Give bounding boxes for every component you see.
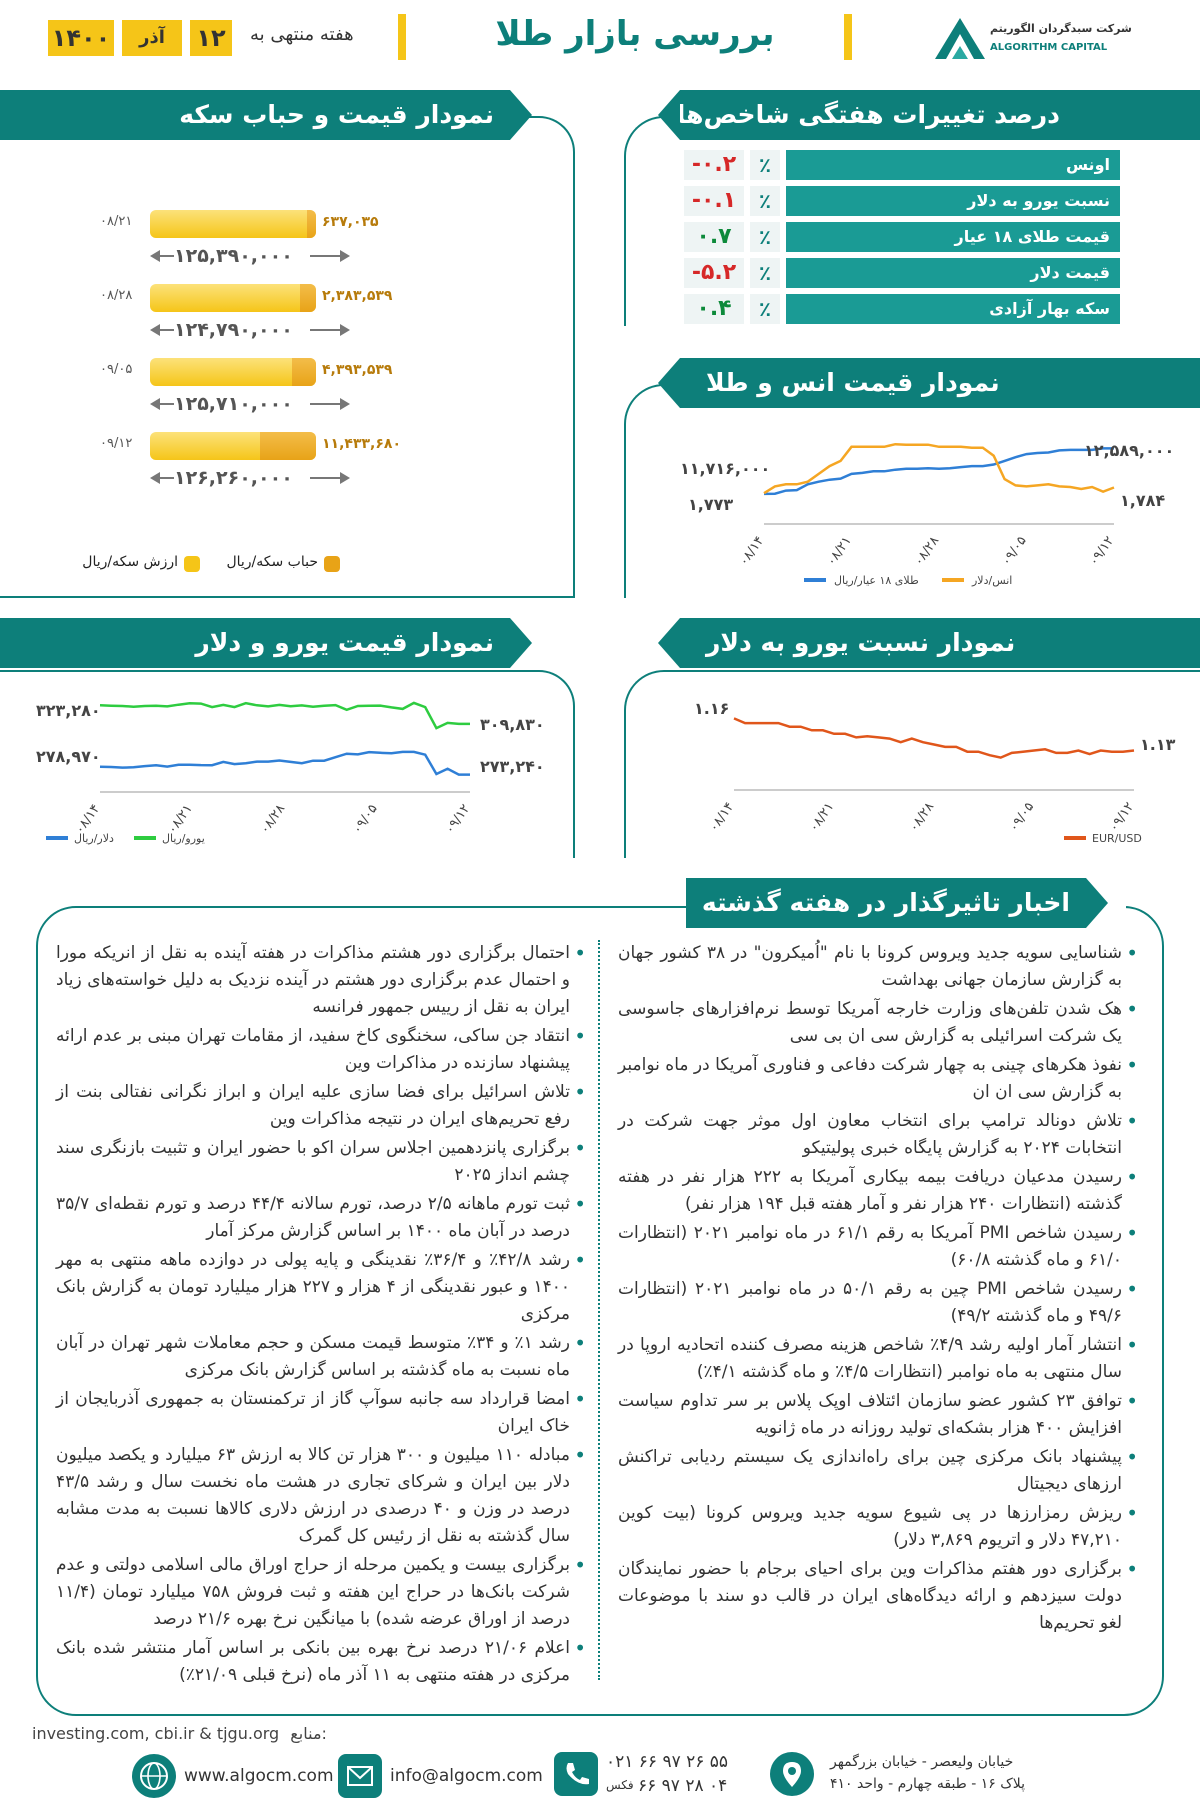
eurusd-right-value: ۱.۱۳ xyxy=(1140,735,1176,754)
arrow-left-icon xyxy=(150,472,160,484)
x-tick-label: ۰۸/۲۱ xyxy=(806,799,838,835)
news-item: • تلاش اسرائیل برای فضا سازی علیه ایران و ابراز نگرانی نفتالی بنت از رفع تحریم‌های ایران در نتیجه مذاکرات وین xyxy=(56,1079,586,1133)
x-tick-label: ۰۹/۱۲ xyxy=(442,801,474,837)
coin-bubble-bar xyxy=(307,210,316,238)
euro-left-top: ۳۲۳,۲۸۰ xyxy=(36,701,101,720)
mail-icon xyxy=(338,1754,382,1798)
arrow-right-icon xyxy=(340,250,350,262)
legend-ounce-swatch xyxy=(942,578,964,582)
index-row xyxy=(684,220,1120,254)
globe-icon xyxy=(132,1754,176,1798)
index-label: سکه بهار آزادی xyxy=(786,294,1120,324)
news-item: • برگزاری دور هفتم مذاکرات وین برای احیای برجام با حضور نمایندگان دولت سیزدهم و ارائه دیدگاه‌های ایران در قالب دو سند با موضوعات لغو تحریم‌ها xyxy=(618,1556,1138,1637)
fax-label: فکس xyxy=(606,1778,634,1792)
x-tick-label: ۰۸/۲۸ xyxy=(911,533,943,569)
coin-price-line-left xyxy=(160,403,174,405)
coin-row xyxy=(100,430,440,490)
x-tick-label: ۰۸/۱۴ xyxy=(72,801,104,837)
eurusd-title: نمودار نسبت یورو به دلار xyxy=(680,618,1200,668)
coin-date: ۰۸/۲۸ xyxy=(100,288,133,303)
euro-right-bottom: ۲۷۳,۲۴۰ xyxy=(480,757,545,776)
index-value: ۰.۴ xyxy=(684,294,744,324)
email-block[interactable] xyxy=(338,1754,558,1798)
news-item: • پیشنهاد بانک مرکزی چین برای راه‌اندازی یک سیستم ردیابی تراکنش ارزهای دیجیتال xyxy=(618,1444,1138,1498)
coin-row xyxy=(100,282,440,342)
address-line-2: پلاک ۱۶ - طبقه چهارم - واحد ۴۱۰ xyxy=(830,1776,1026,1792)
x-tick-label: ۰۹/۰۵ xyxy=(998,533,1030,569)
logo-mark-icon xyxy=(930,14,990,64)
page-title: بررسی بازار طلا xyxy=(495,14,775,54)
news-item: • تلاش دونالد ترامپ برای انتخاب معاون اول موثر جهت شرکت در انتخابات ۲۰۲۴ به گزارش پایگاه خبری پولیتیکو xyxy=(618,1108,1138,1162)
phone-block xyxy=(554,1748,774,1802)
x-tick-label: ۰۸/۱۴ xyxy=(736,533,768,569)
week-month: آذر xyxy=(122,20,182,56)
percent-sign: ٪ xyxy=(750,258,780,288)
legend-ounce-label: انس/دلار xyxy=(972,574,1013,587)
euro-dollar-chart xyxy=(20,690,580,850)
coin-legend xyxy=(50,552,340,576)
news-item: • برگزاری بیست و یکمین مرحله از حراج اوراق مالی اسلامی دولتی و عدم شرکت بانک‌ها در حراج این هفته و ثبت فروش ۷۵۸ میلیارد تومان (۱۱/۴ درصد از اوراق عرضه شده) با میانگین نرخ بهره ۲۱/۶ درصد xyxy=(56,1552,586,1633)
x-tick-label: ۰۸/۲۸ xyxy=(906,799,938,835)
coin-bubble-bar xyxy=(260,432,316,460)
euro-line xyxy=(100,703,470,728)
index-label: اونس xyxy=(786,150,1120,180)
coin-value-bar xyxy=(150,210,316,238)
news-item: • هک شدن تلفن‌های وزارت خارجه آمریکا توسط نرم‌افزارهای جاسوسی یک شرکت اسرائیلی به گزارش سی ان بی سی xyxy=(618,996,1138,1050)
dollar-line xyxy=(100,752,470,775)
coin-value-bar xyxy=(150,284,316,312)
index-changes-title: درصد تغییرات هفتگی شاخص‌ها xyxy=(680,90,1080,140)
ounce-right-bottom: ۱,۷۸۴ xyxy=(1120,491,1166,510)
company-logo xyxy=(930,14,1132,66)
index-row xyxy=(684,148,1120,182)
ounce-gold-head-arrow xyxy=(658,358,680,408)
news-item: • رشد ۴۲/۸٪ و ۳۶/۴٪ نقدینگی و پایه پولی در دوازده ماهه منتهی به مهر ۱۴۰۰ و عبور نقدینگی از ۴ هزار و ۲۲۷ هزار میلیارد تومان به گزارش بانک مرکزی xyxy=(56,1247,586,1328)
coin-price-line-left xyxy=(160,255,174,257)
index-value: -۰.۲ xyxy=(684,150,744,180)
euro-right-top: ۳۰۹,۸۳۰ xyxy=(480,715,545,734)
eurusd-chart xyxy=(680,680,1200,850)
arrow-left-icon xyxy=(150,398,160,410)
news-item: • رسیدن شاخص PMI آمریکا به رقم ۶۱/۱ در ماه نوامبر ۲۰۲۱ (انتظارات ۶۱/۰ و ماه گذشته ۶۰/۸) xyxy=(618,1220,1138,1274)
news-item: • انتقاد جن ساکی، سخنگوی کاخ سفید، از مقامات تهران مبنی بر عدم ارائه پیشنهاد سازنده در مذاکرات وین xyxy=(56,1023,586,1077)
x-tick-label: ۰۸/۲۱ xyxy=(164,801,196,837)
index-row xyxy=(684,292,1120,326)
website-link[interactable]: www.algocm.com xyxy=(184,1766,334,1786)
percent-sign: ٪ xyxy=(750,294,780,324)
coin-price-line-left xyxy=(160,329,174,331)
coin-date: ۰۸/۲۱ xyxy=(100,214,133,229)
ounce-right-top: ۱۲,۵۸۹,۰۰۰ xyxy=(1084,441,1175,460)
x-tick-label: ۰۹/۰۵ xyxy=(349,801,381,837)
coin-bubble-value: ۴,۳۹۳,۵۳۹ xyxy=(322,362,393,378)
phone-icon xyxy=(554,1752,598,1796)
x-tick-label: ۰۹/۱۲ xyxy=(1086,533,1118,569)
week-year: ۱۴۰۰ xyxy=(48,20,114,56)
coin-price-line-right xyxy=(310,477,340,479)
news-item: • امضا قرارداد سه جانبه سوآپ گاز از ترکمنستان به جمهوری آذربایجان از خاک ایران xyxy=(56,1386,586,1440)
coin-price-line-right xyxy=(310,329,340,331)
index-row xyxy=(684,184,1120,218)
legend-eurusd-swatch xyxy=(1064,836,1086,840)
legend-dollar-swatch xyxy=(46,836,68,840)
percent-sign: ٪ xyxy=(750,222,780,252)
news-head-arrow xyxy=(1086,878,1108,928)
news-title: اخبار تاثیرگذار در هفته گذشته xyxy=(686,878,1086,928)
legend-euro-swatch xyxy=(134,836,156,840)
week-label: هفته منتهی به xyxy=(250,24,354,45)
arrow-left-icon xyxy=(150,324,160,336)
index-value: -۰.۱ xyxy=(684,186,744,216)
news-list-right xyxy=(618,940,1138,1639)
ounce-gold-title: نمودار قیمت انس و طلا xyxy=(680,358,1200,408)
phone-number: ۰۲۱ ۶۶ ۹۷ ۲۶ ۵۵ xyxy=(606,1752,729,1772)
coin-bubble-value: ۶۳۷,۰۳۵ xyxy=(322,214,379,230)
eurusd-line xyxy=(734,718,1134,757)
index-value: ۰.۷ xyxy=(684,222,744,252)
address-line-1: خیابان ولیعصر - خیابان بزرگمهر xyxy=(830,1754,1014,1770)
coin-chart-title: نمودار قیمت و حباب سکه xyxy=(0,90,510,140)
news-item: • اعلام ۲۱/۰۶ درصد نرخ بهره بین بانکی بر اساس آمار منتشر شده بانک مرکزی در هفته منتهی به ۱۱ آذر ماه (نرخ قبلی ۲۱/۰۹٪) xyxy=(56,1635,586,1689)
index-value: -۵.۲ xyxy=(684,258,744,288)
index-changes-head-fill xyxy=(1080,90,1200,140)
news-item: • ثبت تورم ماهانه ۲/۵ درصد، تورم سالانه ۴۴/۴ درصد و تورم نقطه‌ای ۳۵/۷ درصد در آبان ماه ۱۴۰۰ بر اساس گزارش مرکز آمار xyxy=(56,1191,586,1245)
location-pin-icon xyxy=(770,1752,814,1796)
coin-date: ۰۹/۰۵ xyxy=(100,362,133,377)
index-label: قیمت دلار xyxy=(786,258,1120,288)
coin-bubble-value: ۲,۳۸۳,۵۳۹ xyxy=(322,288,393,304)
week-day: ۱۲ xyxy=(190,20,232,56)
x-tick-label: ۰۸/۲۸ xyxy=(257,801,289,837)
website-block[interactable] xyxy=(132,1754,352,1798)
legend-value-label: ارزش سکه/ریال xyxy=(82,554,178,570)
arrow-right-icon xyxy=(340,324,350,336)
index-label: نسبت یورو به دلار xyxy=(786,186,1120,216)
index-label: قیمت طلای ۱۸ عیار xyxy=(786,222,1120,252)
legend-gold-swatch xyxy=(804,578,826,582)
address-block xyxy=(770,1748,1070,1802)
coin-bubble-value: ۱۱,۴۳۳,۶۸۰ xyxy=(322,436,401,452)
ounce-left-top: ۱۱,۷۱۶,۰۰۰ xyxy=(680,459,771,478)
news-item: • رشد ۱٪ و ۳۴٪ متوسط قیمت مسکن و حجم معاملات شهر تهران در آبان ماه نسبت به ماه گذشته بر اساس گزارش بانک مرکزی xyxy=(56,1330,586,1384)
x-tick-label: ۰۸/۱۴ xyxy=(706,799,738,835)
legend-eurusd-label: EUR/USD xyxy=(1092,832,1142,845)
email-link[interactable]: info@algocm.com xyxy=(390,1766,543,1786)
coin-bubble-bar xyxy=(300,284,316,312)
news-item: • رسیدن شاخص PMI چین به رقم ۵۰/۱ در ماه نوامبر ۲۰۲۱ (انتظارات ۴۹/۶ و ماه گذشته ۴۹/۲) xyxy=(618,1276,1138,1330)
x-tick-label: ۰۹/۱۲ xyxy=(1106,799,1138,835)
legend-value-swatch xyxy=(184,556,200,572)
header-divider-left xyxy=(398,14,406,60)
news-item: • ریزش رمزارزها در پی شیوع سویه جدید ویروس کرونا (بیت کوین ۴۷,۲۱۰ دلار و اتریوم ۳,۸۶۹ دلار) xyxy=(618,1500,1138,1554)
arrow-right-icon xyxy=(340,398,350,410)
legend-bubble-label: حباب سکه/ریال xyxy=(226,554,318,570)
coin-date: ۰۹/۱۲ xyxy=(100,436,133,451)
fax-number: ۶۶ ۹۷ ۲۸ ۰۴ xyxy=(638,1776,728,1796)
index-row xyxy=(684,256,1120,290)
company-name-fa: شرکت سبدگردان الگوریتم xyxy=(990,22,1132,35)
legend-bubble-swatch xyxy=(324,556,340,572)
company-name-en: ALGORITHM CAPITAL xyxy=(990,42,1108,53)
news-list-left xyxy=(56,940,586,1691)
coin-price-line-left xyxy=(160,477,174,479)
euro-dollar-head-arrow xyxy=(510,618,532,668)
eurusd-left-value: ۱.۱۶ xyxy=(694,699,730,718)
coin-row xyxy=(100,208,440,268)
coin-chart-head-arrow xyxy=(510,90,532,140)
index-changes-head-arrow xyxy=(658,90,680,140)
news-item: • نفوذ هکرهای چینی به چهار شرکت دفاعی و فناوری آمریکا در ماه نوامبر به گزارش سی ان ان xyxy=(618,1052,1138,1106)
coin-price-line-right xyxy=(310,403,340,405)
coin-price: ۱۲۵,۳۹۰,۰۰۰ xyxy=(174,245,293,267)
percent-sign: ٪ xyxy=(750,186,780,216)
arrow-right-icon xyxy=(340,472,350,484)
x-tick-label: ۰۹/۰۵ xyxy=(1006,799,1038,835)
news-item: • شناسایی سویه جدید ویروس کرونا با نام "اُمیکرون" در ۳۸ کشور جهان به گزارش سازمان جهانی بهداشت xyxy=(618,940,1138,994)
news-column-divider xyxy=(598,940,600,1680)
x-tick-label: ۰۸/۲۱ xyxy=(823,533,855,569)
ounce-left-bottom: ۱,۷۷۳ xyxy=(688,495,734,514)
euro-left-bottom: ۲۷۸,۹۷۰ xyxy=(36,747,101,766)
news-item: • رسیدن مدعیان دریافت بیمه بیکاری آمریکا به ۲۲۲ هزار نفر در هفته گذشته (انتظارات ۲۴۰ هزار نفر و آمار هفته قبل ۱۹۴ هزار نفر) xyxy=(618,1164,1138,1218)
coin-bubble-bar xyxy=(292,358,316,386)
euro-dollar-title: نمودار قیمت یورو و دلار xyxy=(0,618,510,668)
legend-euro-label: یورو/ریال xyxy=(162,832,205,845)
news-item: • توافق ۲۳ کشور عضو سازمان ائتلاف اوپک پلاس بر سر تداوم سیاست افزایش ۴۰۰ هزار بشکه‌ای تولید روزانه در ماه ژانویه xyxy=(618,1388,1138,1442)
coin-price-line-right xyxy=(310,255,340,257)
ounce-gold-chart xyxy=(680,430,1200,590)
legend-dollar-label: دلار/ریال xyxy=(74,832,114,845)
sources xyxy=(32,1724,327,1743)
news-item: • انتشار آمار اولیه رشد ۴/۹٪ شاخص هزینه مصرف کننده اتحادیه اروپا در سال منتهی به ماه نوامبر (انتظارات ۴/۵٪ و ماه گذشته ۴/۱٪) xyxy=(618,1332,1138,1386)
sources-label: منابع: xyxy=(290,1724,327,1743)
percent-sign: ٪ xyxy=(750,150,780,180)
arrow-left-icon xyxy=(150,250,160,262)
header-divider-right xyxy=(844,14,852,60)
news-item: • مبادله ۱۱۰ میلیون و ۳۰۰ هزار تن کالا به ارزش ۶۳ میلیارد و یکصد میلیون دلار بین ایران و شرکای تجاری در هشت ماه نخست سال و رشد ۴۳/۵ درصد در وزن و ۴۰ درصدی در ارزش دلاری کالاها نسبت به مدت مشابه سال گذشته به نقل از رئیس کل گمرک xyxy=(56,1442,586,1550)
eurusd-head-arrow xyxy=(658,618,680,668)
news-item: • احتمال برگزاری دور هشتم مذاکرات در هفته آینده به نقل از انریکه مورا و احتمال عدم برگزاری دور هشتم در آینده نزدیک به دلیل خواسته‌های زیاد ایران به نقل از رییس جمهور فرانسه xyxy=(56,940,586,1021)
coin-row xyxy=(100,356,440,416)
coin-price: ۱۲۴,۷۹۰,۰۰۰ xyxy=(174,319,293,341)
coin-price: ۱۲۶,۲۶۰,۰۰۰ xyxy=(174,467,293,489)
news-item: • برگزاری پانزدهمین اجلاس سران اکو با حضور ایران و تثبیت بازنگری سند چشم انداز ۲۰۲۵ xyxy=(56,1135,586,1189)
coin-price: ۱۲۵,۷۱۰,۰۰۰ xyxy=(174,393,293,415)
sources-list: investing.com, cbi.ir & tjgu.org xyxy=(32,1724,280,1743)
legend-gold-label: طلای ۱۸ عیار/ریال xyxy=(834,574,919,587)
